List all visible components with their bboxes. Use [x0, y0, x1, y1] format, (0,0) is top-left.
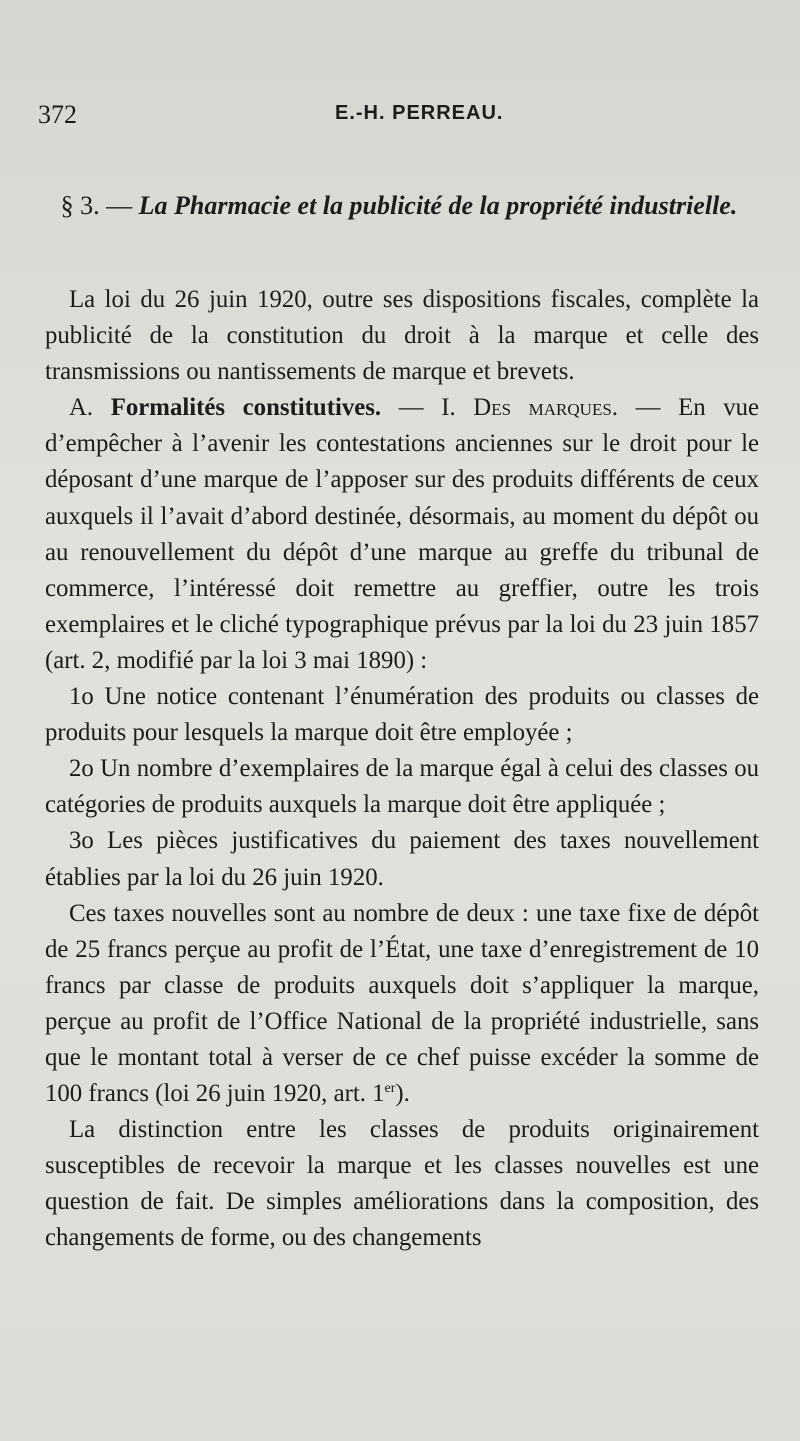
section-number: § 3. — [60, 191, 133, 220]
list-item-2 [45, 751, 759, 823]
list-item-2-text: Un nombre d’exemplaires de la marque égal à celui des classes ou catégories de produits auxquels la marque doit être appliquée ; [45, 755, 759, 819]
section-title-text: La Pharmacie et la publicité de la propriété industrielle. [138, 191, 738, 220]
running-head: E.-H. PERREAU. [335, 102, 504, 124]
list-item-2-number: 2o [69, 755, 94, 783]
paragraph-2-label: A. [69, 394, 94, 422]
paragraph-6-superscript: er [384, 1081, 396, 1097]
list-item-3-text: Les pièces justificatives du paiement des taxes nouvellement établies par la loi du 26 juin 1920. [45, 827, 759, 891]
paragraph-6-end: ). [395, 1080, 410, 1108]
paragraph-2-dash: — I. [398, 394, 456, 422]
paragraph-2-rest: — En vue d’empêcher à l’avenir les contestations anciennes sur le droit pour le déposant d’une marque de l’apposer sur des produits différents de ceux auxquels il l’avait d’abord destinée, désormais, au moment du dépôt ou au renouvellement du dépôt d’une marque au greffe du tribunal de commerce, l’intéressé doit remettre au greffier, outre les trois exemplaires et le cliché typographique prévus par la loi du 23 juin 1857 (art. 2, modifié par la loi 3 mai 1890) : [45, 394, 760, 674]
list-item-3 [45, 823, 759, 895]
page-number: 372 [38, 100, 77, 129]
paragraph-6 [45, 896, 759, 1113]
list-item-1 [45, 679, 759, 751]
paragraph-2-smallcaps: Des marques. [473, 394, 618, 422]
paragraph-2-heading: Formalités constitutives. [110, 394, 382, 422]
body-text [45, 282, 759, 1257]
list-item-1-text: Une notice contenant l’énumération des produits ou classes de produits pour lesquels la marque doit être employée ; [45, 683, 759, 747]
paragraph-2 [45, 390, 759, 679]
list-item-3-number: 3o [69, 827, 94, 855]
page-header [38, 100, 760, 136]
section-title [34, 188, 764, 224]
list-item-1-number: 1o [69, 683, 94, 711]
paragraph-1: La loi du 26 juin 1920, outre ses dispositions fiscales, complète la publicité de la constitution du droit à la marque et celle des transmissions ou nantissements de marque et brevets. [45, 286, 759, 386]
paragraph-6-main: Ces taxes nouvelles sont au nombre de deux : une taxe fixe de dépôt de 25 francs perçue au profit de l’État, une taxe d’enregistrement de 10 francs par classe de produits auxquels doit s’appliquer la marque, perçue au profit de l’Office National de la propriété industrielle, sans que le montant total à verser de ce chef puisse excéder la somme de 100 francs (loi 26 juin 1920, art. 1 [45, 899, 759, 1108]
paragraph-7: La distinction entre les classes de produits originairement susceptibles de recevoir la marque et les classes nouvelles est une question de fait. De simples améliorations dans la composition, des changements de forme, ou des changements [45, 1116, 759, 1252]
